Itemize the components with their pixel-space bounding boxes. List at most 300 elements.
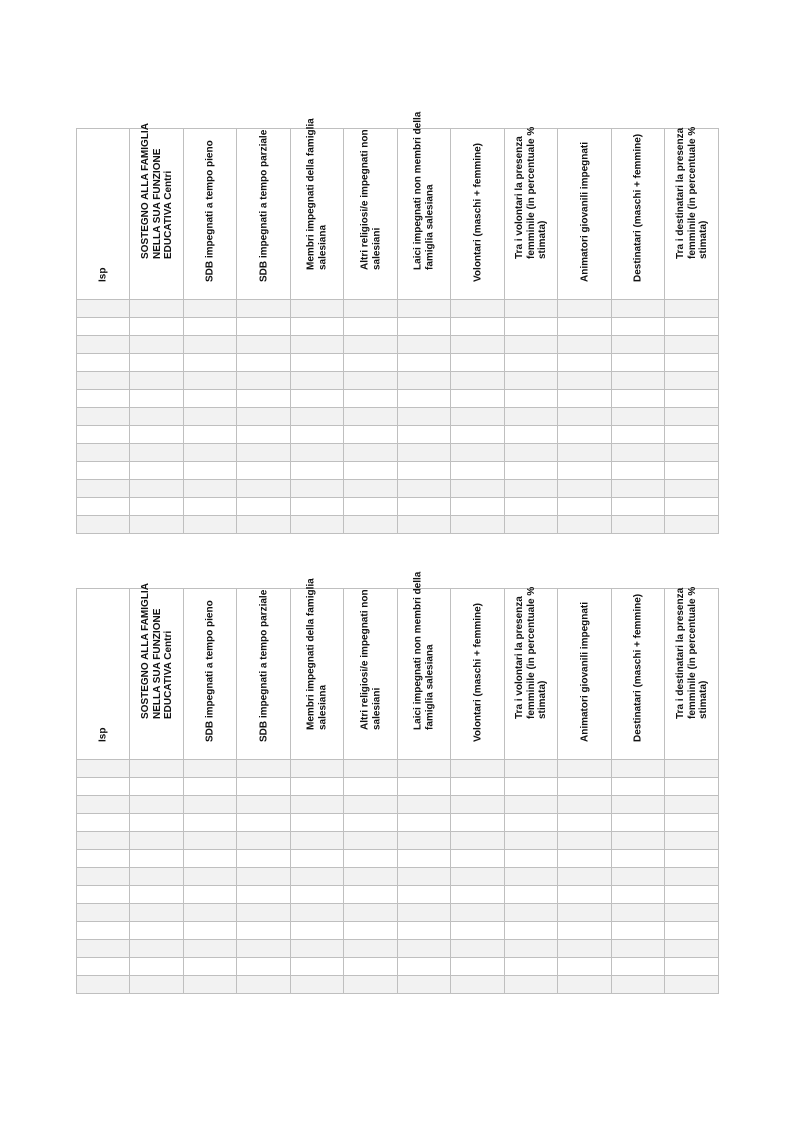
table-cell[interactable] — [612, 850, 665, 868]
table-cell[interactable] — [77, 426, 130, 444]
table-cell[interactable] — [291, 354, 344, 372]
table-cell[interactable] — [665, 354, 719, 372]
table-cell[interactable] — [184, 832, 237, 850]
table-cell[interactable] — [291, 498, 344, 516]
table-cell[interactable] — [451, 760, 505, 778]
table-cell[interactable] — [612, 904, 665, 922]
table-cell[interactable] — [77, 390, 130, 408]
table-cell[interactable] — [398, 850, 451, 868]
table-cell[interactable] — [344, 354, 398, 372]
table-cell[interactable] — [558, 832, 612, 850]
table-cell[interactable] — [130, 976, 184, 994]
table-cell[interactable] — [291, 940, 344, 958]
table-cell[interactable] — [184, 426, 237, 444]
table-cell[interactable] — [344, 462, 398, 480]
table-cell[interactable] — [451, 940, 505, 958]
table-cell[interactable] — [612, 480, 665, 498]
table-cell[interactable] — [130, 832, 184, 850]
table-cell[interactable] — [612, 462, 665, 480]
table-cell[interactable] — [665, 390, 719, 408]
table-cell[interactable] — [130, 480, 184, 498]
table-cell[interactable] — [612, 796, 665, 814]
table-cell[interactable] — [130, 444, 184, 462]
table-cell[interactable] — [398, 904, 451, 922]
table-cell[interactable] — [130, 760, 184, 778]
table-cell[interactable] — [184, 444, 237, 462]
table-cell[interactable] — [451, 886, 505, 904]
table-cell[interactable] — [398, 354, 451, 372]
table-cell[interactable] — [344, 516, 398, 534]
table-cell[interactable] — [77, 778, 130, 796]
table-cell[interactable] — [505, 976, 558, 994]
table-cell[interactable] — [184, 886, 237, 904]
table-cell[interactable] — [344, 958, 398, 976]
table-cell[interactable] — [344, 904, 398, 922]
table-cell[interactable] — [291, 426, 344, 444]
table-cell[interactable] — [398, 940, 451, 958]
table-cell[interactable] — [77, 354, 130, 372]
table-cell[interactable] — [344, 868, 398, 886]
table-cell[interactable] — [344, 480, 398, 498]
table-cell[interactable] — [398, 922, 451, 940]
table-cell[interactable] — [451, 318, 505, 336]
table-cell[interactable] — [184, 462, 237, 480]
table-cell[interactable] — [184, 868, 237, 886]
table-cell[interactable] — [665, 940, 719, 958]
table-cell[interactable] — [665, 868, 719, 886]
table-cell[interactable] — [237, 444, 291, 462]
table-cell[interactable] — [665, 318, 719, 336]
table-cell[interactable] — [505, 940, 558, 958]
table-cell[interactable] — [451, 390, 505, 408]
table-cell[interactable] — [291, 850, 344, 868]
table-cell[interactable] — [344, 318, 398, 336]
table-cell[interactable] — [184, 778, 237, 796]
table-cell[interactable] — [344, 922, 398, 940]
table-cell[interactable] — [505, 868, 558, 886]
table-cell[interactable] — [558, 940, 612, 958]
table-cell[interactable] — [612, 868, 665, 886]
table-cell[interactable] — [77, 868, 130, 886]
table-cell[interactable] — [291, 462, 344, 480]
table-cell[interactable] — [344, 336, 398, 354]
table-cell[interactable] — [344, 426, 398, 444]
table-cell[interactable] — [237, 832, 291, 850]
table-cell[interactable] — [77, 850, 130, 868]
table-cell[interactable] — [184, 958, 237, 976]
table-cell[interactable] — [505, 958, 558, 976]
table-cell[interactable] — [665, 958, 719, 976]
table-cell[interactable] — [184, 922, 237, 940]
table-cell[interactable] — [451, 444, 505, 462]
table-cell[interactable] — [558, 480, 612, 498]
table-cell[interactable] — [612, 336, 665, 354]
table-cell[interactable] — [451, 778, 505, 796]
table-cell[interactable] — [291, 832, 344, 850]
table-cell[interactable] — [505, 444, 558, 462]
table-cell[interactable] — [505, 318, 558, 336]
table-cell[interactable] — [344, 390, 398, 408]
table-cell[interactable] — [505, 300, 558, 318]
table-cell[interactable] — [291, 778, 344, 796]
table-cell[interactable] — [184, 976, 237, 994]
table-cell[interactable] — [558, 372, 612, 390]
table-cell[interactable] — [451, 832, 505, 850]
table-cell[interactable] — [77, 444, 130, 462]
table-cell[interactable] — [505, 832, 558, 850]
table-cell[interactable] — [77, 832, 130, 850]
table-cell[interactable] — [505, 904, 558, 922]
table-cell[interactable] — [184, 354, 237, 372]
table-cell[interactable] — [77, 480, 130, 498]
table-cell[interactable] — [130, 300, 184, 318]
table-cell[interactable] — [237, 814, 291, 832]
table-cell[interactable] — [505, 814, 558, 832]
table-cell[interactable] — [344, 796, 398, 814]
table-cell[interactable] — [612, 444, 665, 462]
table-cell[interactable] — [291, 390, 344, 408]
table-cell[interactable] — [451, 300, 505, 318]
table-cell[interactable] — [291, 408, 344, 426]
table-cell[interactable] — [77, 904, 130, 922]
table-cell[interactable] — [130, 498, 184, 516]
table-cell[interactable] — [291, 516, 344, 534]
table-cell[interactable] — [558, 796, 612, 814]
table-cell[interactable] — [558, 760, 612, 778]
table-cell[interactable] — [344, 814, 398, 832]
table-cell[interactable] — [237, 372, 291, 390]
table-cell[interactable] — [77, 976, 130, 994]
table-cell[interactable] — [77, 300, 130, 318]
table-cell[interactable] — [184, 850, 237, 868]
table-cell[interactable] — [398, 778, 451, 796]
table-cell[interactable] — [77, 796, 130, 814]
table-cell[interactable] — [77, 462, 130, 480]
table-cell[interactable] — [77, 318, 130, 336]
table-cell[interactable] — [558, 778, 612, 796]
table-cell[interactable] — [130, 462, 184, 480]
table-cell[interactable] — [344, 832, 398, 850]
table-cell[interactable] — [237, 390, 291, 408]
table-cell[interactable] — [451, 462, 505, 480]
table-cell[interactable] — [237, 778, 291, 796]
table-cell[interactable] — [398, 498, 451, 516]
table-cell[interactable] — [665, 904, 719, 922]
table-cell[interactable] — [665, 336, 719, 354]
table-cell[interactable] — [451, 480, 505, 498]
table-cell[interactable] — [558, 444, 612, 462]
table-cell[interactable] — [398, 832, 451, 850]
table-cell[interactable] — [558, 318, 612, 336]
table-cell[interactable] — [398, 868, 451, 886]
table-cell[interactable] — [505, 886, 558, 904]
table-cell[interactable] — [451, 922, 505, 940]
table-cell[interactable] — [291, 796, 344, 814]
table-cell[interactable] — [612, 354, 665, 372]
table-cell[interactable] — [237, 850, 291, 868]
table-cell[interactable] — [77, 336, 130, 354]
table-cell[interactable] — [558, 408, 612, 426]
table-cell[interactable] — [558, 976, 612, 994]
table-cell[interactable] — [558, 868, 612, 886]
table-cell[interactable] — [184, 796, 237, 814]
table-cell[interactable] — [612, 372, 665, 390]
table-cell[interactable] — [451, 354, 505, 372]
table-cell[interactable] — [558, 354, 612, 372]
table-cell[interactable] — [237, 426, 291, 444]
table-cell[interactable] — [451, 850, 505, 868]
table-cell[interactable] — [451, 372, 505, 390]
table-cell[interactable] — [184, 318, 237, 336]
table-cell[interactable] — [77, 886, 130, 904]
table-cell[interactable] — [130, 336, 184, 354]
table-cell[interactable] — [344, 850, 398, 868]
table-cell[interactable] — [184, 390, 237, 408]
table-cell[interactable] — [237, 976, 291, 994]
table-cell[interactable] — [77, 940, 130, 958]
table-cell[interactable] — [665, 850, 719, 868]
table-cell[interactable] — [451, 904, 505, 922]
table-cell[interactable] — [237, 868, 291, 886]
table-cell[interactable] — [612, 778, 665, 796]
table-cell[interactable] — [398, 976, 451, 994]
table-cell[interactable] — [612, 940, 665, 958]
table-cell[interactable] — [612, 832, 665, 850]
table-cell[interactable] — [612, 318, 665, 336]
table-cell[interactable] — [665, 814, 719, 832]
table-cell[interactable] — [558, 516, 612, 534]
table-cell[interactable] — [77, 814, 130, 832]
table-cell[interactable] — [344, 940, 398, 958]
table-cell[interactable] — [665, 498, 719, 516]
table-cell[interactable] — [398, 444, 451, 462]
table-cell[interactable] — [558, 390, 612, 408]
table-cell[interactable] — [291, 336, 344, 354]
table-cell[interactable] — [291, 300, 344, 318]
table-cell[interactable] — [665, 462, 719, 480]
table-cell[interactable] — [184, 760, 237, 778]
table-cell[interactable] — [130, 426, 184, 444]
table-cell[interactable] — [237, 318, 291, 336]
table-cell[interactable] — [237, 336, 291, 354]
table-cell[interactable] — [237, 516, 291, 534]
table-cell[interactable] — [398, 796, 451, 814]
table-cell[interactable] — [612, 300, 665, 318]
table-cell[interactable] — [558, 426, 612, 444]
table-cell[interactable] — [77, 958, 130, 976]
table-cell[interactable] — [505, 408, 558, 426]
table-cell[interactable] — [612, 498, 665, 516]
table-cell[interactable] — [291, 976, 344, 994]
table-cell[interactable] — [130, 868, 184, 886]
table-cell[interactable] — [398, 480, 451, 498]
table-cell[interactable] — [291, 444, 344, 462]
table-cell[interactable] — [612, 814, 665, 832]
table-cell[interactable] — [558, 498, 612, 516]
table-cell[interactable] — [130, 886, 184, 904]
table-cell[interactable] — [451, 976, 505, 994]
table-cell[interactable] — [398, 372, 451, 390]
table-cell[interactable] — [237, 498, 291, 516]
table-cell[interactable] — [505, 390, 558, 408]
table-cell[interactable] — [291, 868, 344, 886]
table-cell[interactable] — [291, 760, 344, 778]
table-cell[interactable] — [665, 778, 719, 796]
table-cell[interactable] — [77, 372, 130, 390]
table-cell[interactable] — [130, 958, 184, 976]
table-cell[interactable] — [130, 940, 184, 958]
table-cell[interactable] — [237, 462, 291, 480]
table-cell[interactable] — [130, 778, 184, 796]
table-cell[interactable] — [237, 886, 291, 904]
table-cell[interactable] — [398, 336, 451, 354]
table-cell[interactable] — [130, 904, 184, 922]
table-cell[interactable] — [558, 922, 612, 940]
table-cell[interactable] — [344, 760, 398, 778]
table-cell[interactable] — [184, 516, 237, 534]
table-cell[interactable] — [558, 886, 612, 904]
table-cell[interactable] — [505, 516, 558, 534]
table-cell[interactable] — [344, 778, 398, 796]
table-cell[interactable] — [344, 498, 398, 516]
table-cell[interactable] — [558, 814, 612, 832]
table-cell[interactable] — [505, 498, 558, 516]
table-cell[interactable] — [612, 516, 665, 534]
table-cell[interactable] — [237, 940, 291, 958]
table-cell[interactable] — [77, 760, 130, 778]
table-cell[interactable] — [612, 426, 665, 444]
table-cell[interactable] — [344, 886, 398, 904]
table-cell[interactable] — [505, 354, 558, 372]
table-cell[interactable] — [505, 778, 558, 796]
table-cell[interactable] — [665, 480, 719, 498]
table-cell[interactable] — [398, 300, 451, 318]
table-cell[interactable] — [237, 796, 291, 814]
table-cell[interactable] — [505, 336, 558, 354]
table-cell[interactable] — [344, 408, 398, 426]
table-cell[interactable] — [505, 426, 558, 444]
table-cell[interactable] — [184, 336, 237, 354]
table-cell[interactable] — [505, 462, 558, 480]
table-cell[interactable] — [505, 372, 558, 390]
table-cell[interactable] — [612, 390, 665, 408]
table-cell[interactable] — [291, 886, 344, 904]
table-cell[interactable] — [558, 958, 612, 976]
table-cell[interactable] — [77, 408, 130, 426]
table-cell[interactable] — [398, 516, 451, 534]
table-cell[interactable] — [291, 814, 344, 832]
table-cell[interactable] — [451, 814, 505, 832]
table-cell[interactable] — [77, 498, 130, 516]
table-cell[interactable] — [665, 516, 719, 534]
table-cell[interactable] — [344, 300, 398, 318]
table-cell[interactable] — [665, 796, 719, 814]
table-cell[interactable] — [665, 444, 719, 462]
table-cell[interactable] — [237, 760, 291, 778]
table-cell[interactable] — [130, 408, 184, 426]
table-cell[interactable] — [398, 408, 451, 426]
table-cell[interactable] — [505, 760, 558, 778]
table-cell[interactable] — [612, 760, 665, 778]
table-cell[interactable] — [665, 426, 719, 444]
table-cell[interactable] — [130, 814, 184, 832]
table-cell[interactable] — [398, 390, 451, 408]
table-cell[interactable] — [451, 796, 505, 814]
table-cell[interactable] — [237, 922, 291, 940]
table-cell[interactable] — [665, 976, 719, 994]
table-cell[interactable] — [398, 814, 451, 832]
table-cell[interactable] — [451, 336, 505, 354]
table-cell[interactable] — [558, 904, 612, 922]
table-cell[interactable] — [398, 426, 451, 444]
table-cell[interactable] — [77, 516, 130, 534]
table-cell[interactable] — [130, 354, 184, 372]
table-cell[interactable] — [612, 958, 665, 976]
table-cell[interactable] — [612, 408, 665, 426]
table-cell[interactable] — [130, 318, 184, 336]
table-cell[interactable] — [665, 408, 719, 426]
table-cell[interactable] — [451, 516, 505, 534]
table-cell[interactable] — [451, 868, 505, 886]
table-cell[interactable] — [558, 300, 612, 318]
table-cell[interactable] — [612, 922, 665, 940]
table-cell[interactable] — [184, 498, 237, 516]
table-cell[interactable] — [291, 922, 344, 940]
table-cell[interactable] — [184, 480, 237, 498]
table-cell[interactable] — [291, 318, 344, 336]
table-cell[interactable] — [398, 886, 451, 904]
table-cell[interactable] — [344, 976, 398, 994]
table-cell[interactable] — [291, 480, 344, 498]
table-cell[interactable] — [398, 958, 451, 976]
table-cell[interactable] — [344, 444, 398, 462]
table-cell[interactable] — [130, 390, 184, 408]
table-cell[interactable] — [665, 372, 719, 390]
table-cell[interactable] — [237, 904, 291, 922]
table-cell[interactable] — [291, 958, 344, 976]
table-cell[interactable] — [451, 408, 505, 426]
table-cell[interactable] — [451, 498, 505, 516]
table-cell[interactable] — [184, 372, 237, 390]
table-cell[interactable] — [237, 408, 291, 426]
table-cell[interactable] — [130, 850, 184, 868]
table-cell[interactable] — [237, 480, 291, 498]
table-cell[interactable] — [184, 814, 237, 832]
table-cell[interactable] — [184, 940, 237, 958]
table-cell[interactable] — [291, 904, 344, 922]
table-cell[interactable] — [398, 760, 451, 778]
table-cell[interactable] — [451, 426, 505, 444]
table-cell[interactable] — [612, 976, 665, 994]
table-cell[interactable] — [77, 922, 130, 940]
table-cell[interactable] — [665, 832, 719, 850]
table-cell[interactable] — [665, 922, 719, 940]
table-cell[interactable] — [398, 462, 451, 480]
table-cell[interactable] — [344, 372, 398, 390]
table-cell[interactable] — [505, 796, 558, 814]
table-cell[interactable] — [184, 300, 237, 318]
table-cell[interactable] — [291, 372, 344, 390]
table-cell[interactable] — [237, 300, 291, 318]
table-cell[interactable] — [237, 354, 291, 372]
table-cell[interactable] — [665, 886, 719, 904]
table-cell[interactable] — [612, 886, 665, 904]
table-cell[interactable] — [130, 922, 184, 940]
table-cell[interactable] — [558, 336, 612, 354]
table-cell[interactable] — [237, 958, 291, 976]
table-cell[interactable] — [184, 904, 237, 922]
table-cell[interactable] — [130, 516, 184, 534]
